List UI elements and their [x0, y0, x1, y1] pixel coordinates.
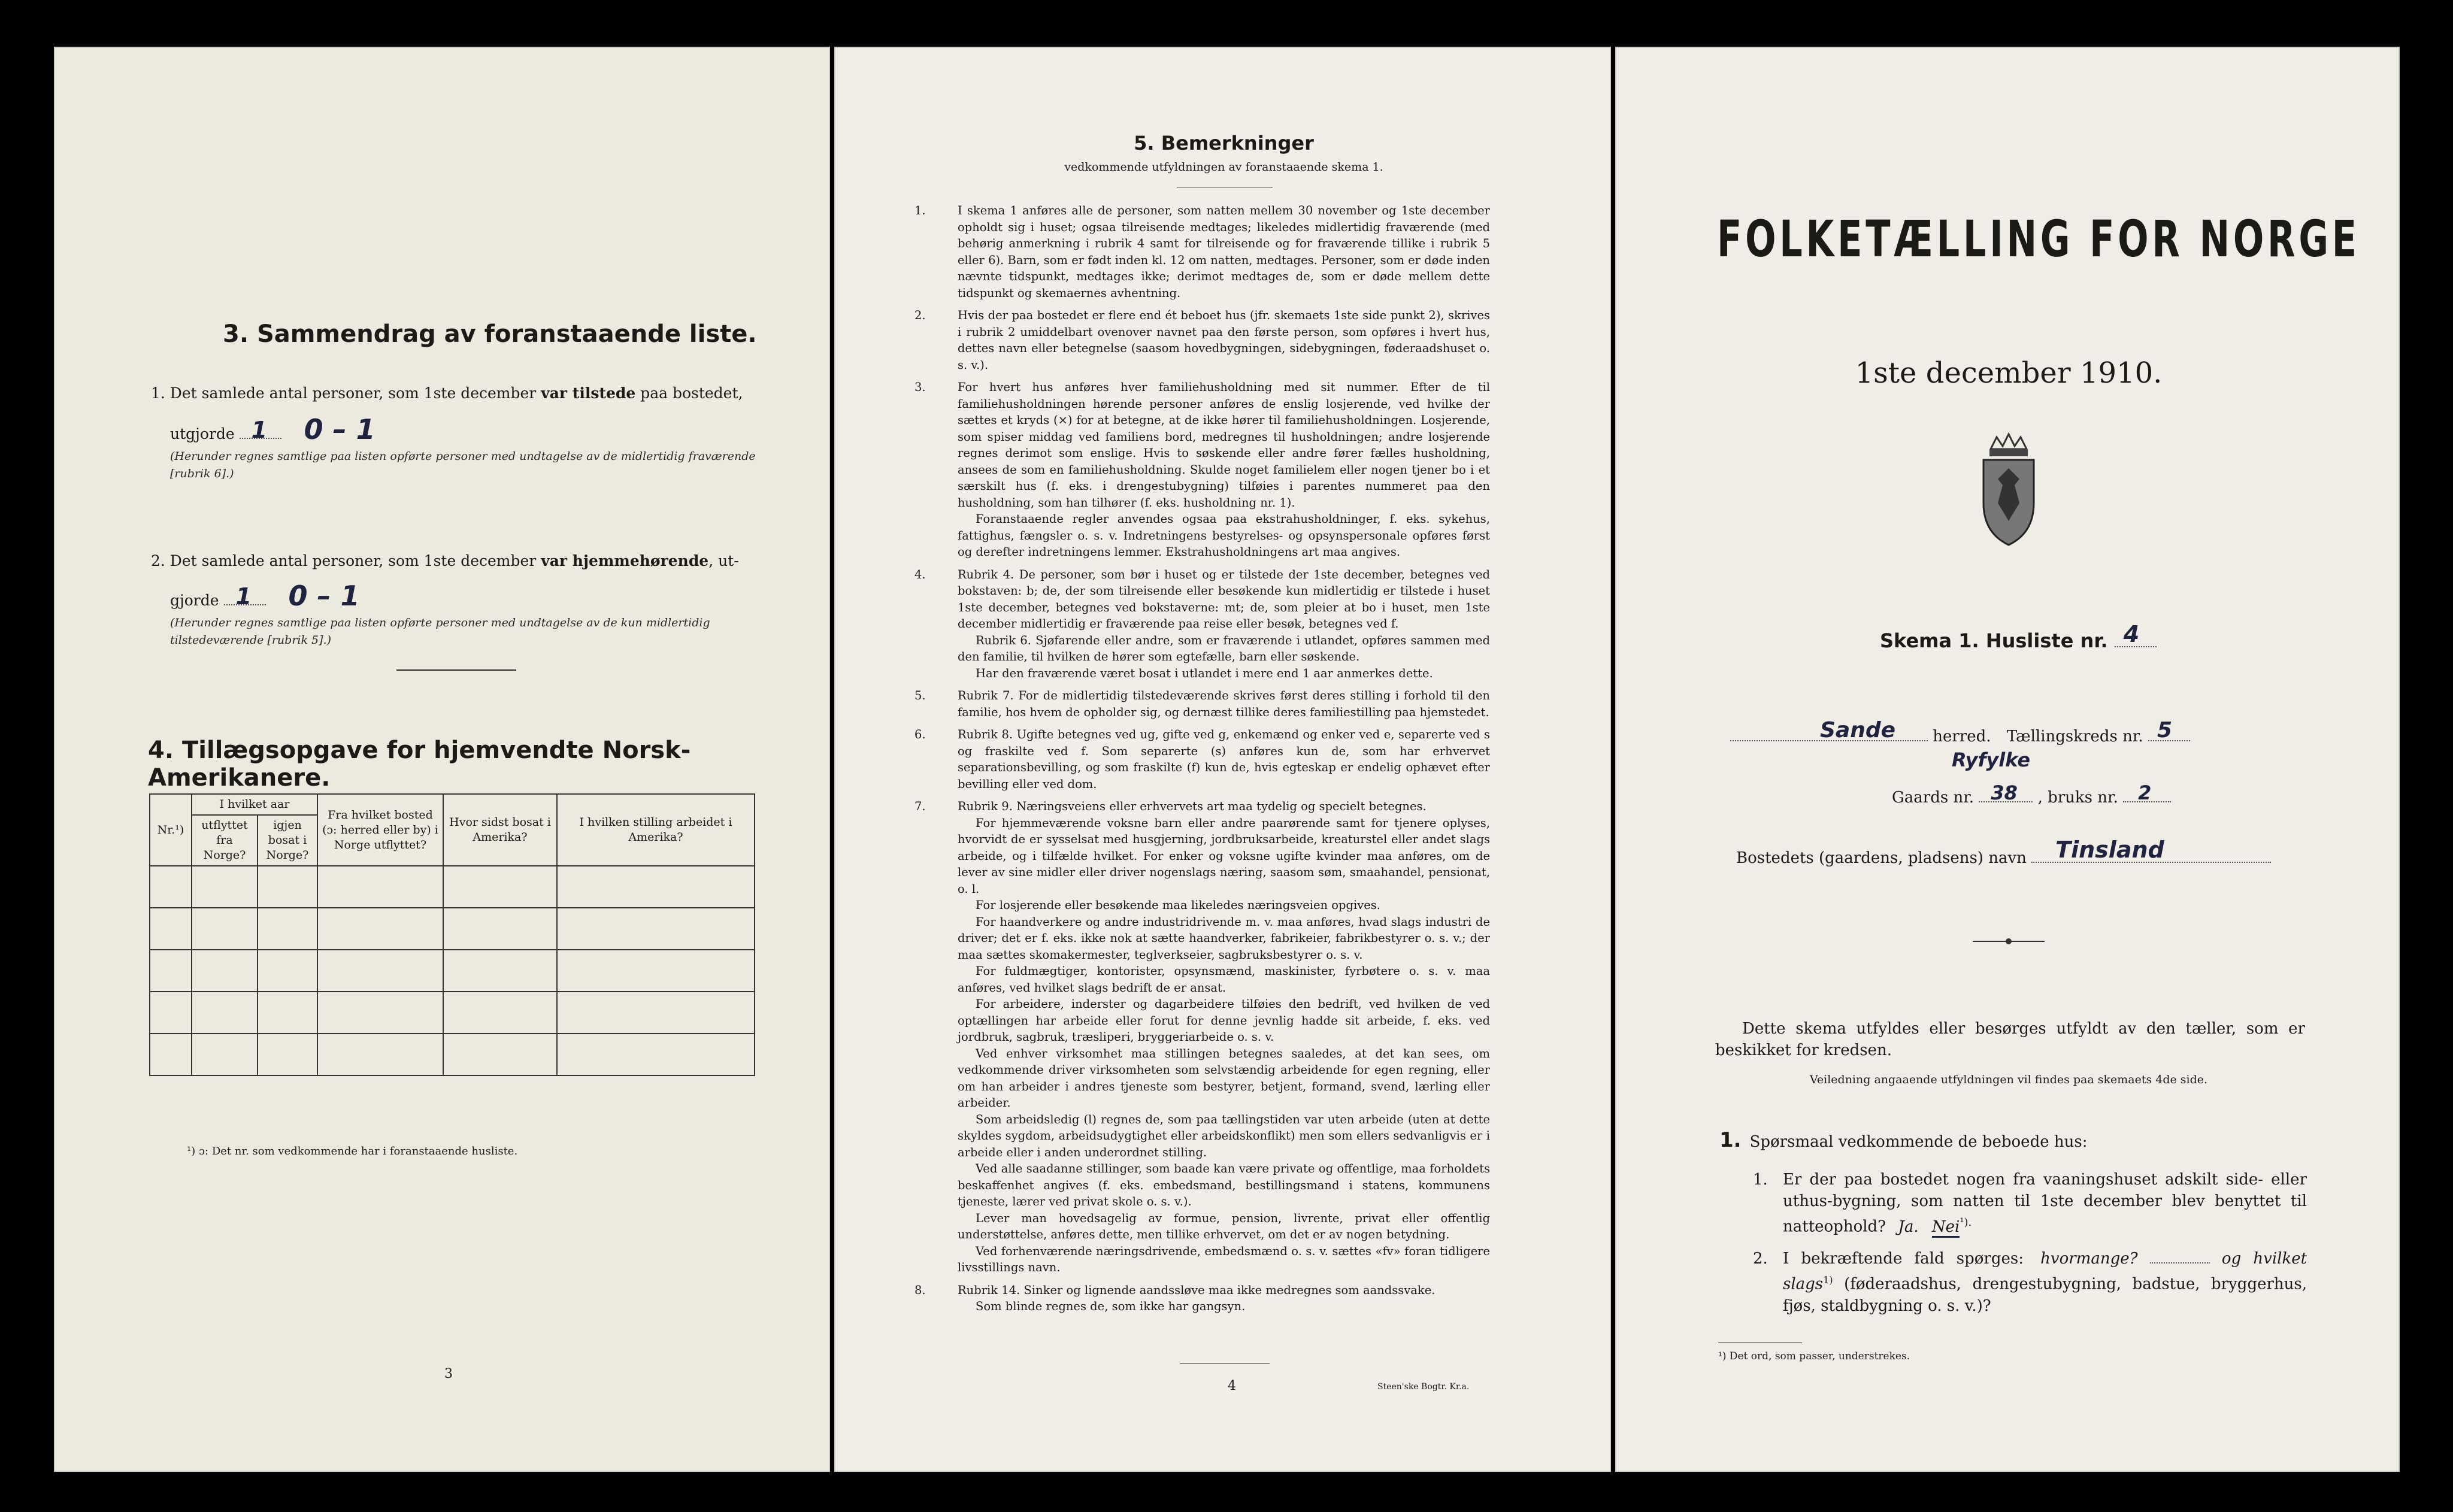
- handwritten-total: 0 – 1: [288, 580, 360, 612]
- page-number: 4: [1228, 1378, 1236, 1393]
- gaards-line: Gaards nr. 38 , bruks nr. 2: [1892, 787, 2171, 808]
- handwritten-herred: Sande: [1820, 718, 1896, 743]
- remark-paragraph: 5. Rubrik 7. For de midlertidig tilstedeværende skrives først deres stilling i forhold til den familie, hos hvem de opholder sig, og dernæst tillike deres familiestilling paa hjemstedet.: [914, 689, 1490, 719]
- norsk-amerikanere-table: [149, 793, 755, 1076]
- table-row: [150, 1034, 755, 1075]
- herred-line: Sande herred. Tællingskreds nr. 5: [1730, 726, 2305, 747]
- remark-paragraph: 1. I skema 1 anføres alle de personer, som natten mellem 30 november og 1ste december opholdt sig i huset; ogsaa tilreisende medtages; likeledes midlertidig fraværende (med behørig anmerkning i rubrik 4 samt for tilreisende og for fraværende tillike i rubrik 5 eller 6). Barn, som er født inden kl. 12 om natten, medtages. Personer, som er døde inden nævnte tidspunkt, medtages ikke; derimot medtages de, som er døde mellem dette tidspunkt og skemaernes avhentning.: [914, 204, 1490, 300]
- remark-paragraph: For fuldmægtiger, kontorister, opsynsmænd, maskinister, fyrbøtere o. s. v. maa anføres, ved hvilket slags bedrift de er ansat.: [958, 964, 1490, 995]
- remark-paragraph: Lever man hovedsagelig av formue, pension, livrente, privat eller offentlig understøttelse, anføres dette, men tillike erhvervet, om det er av nogen betydning.: [958, 1211, 1490, 1241]
- summary-item-2-note: (Herunder regnes samtlige paa listen opførte personer med undtagelse av de kun midlertidig tilstedeværende [rubrik 5].): [170, 616, 710, 647]
- ornament-divider-icon: [1973, 935, 2045, 947]
- remark-paragraph: For losjerende eller besøkende maa likeledes næringsveien opgives.: [976, 898, 1380, 912]
- remark-paragraph: Som blinde regnes de, som ikke har gangsyn.: [976, 1299, 1246, 1313]
- document-title: FOLKETÆLLING FOR NORGE: [1717, 210, 2360, 268]
- col-group-year: I hvilket aar: [192, 794, 317, 815]
- col-from-place: Fra hvilket bosted (ɔ: herred eller by) i Norge utflyttet?: [317, 794, 443, 866]
- remark-paragraph: 3. For hvert hus anføres hver familiehusholdning med sit nummer. Efter de til familiehusholdningen hørende personer anføres de enslig losjerende, ved hvilke der sættes et kryds (×) for at betegne, at de ikke hører til familiehusholdningen. Losjerende, som spiser middag ved familiens bord, medregnes til husholdningen; andre losjerende regnes derimot som enslige. Hvis to søskende eller andre fører fælles husholdning, ansees de som en familiehusholdning. Skulde noget familielem eller nogen tjener bo i et særskilt hus (f. eks. i drengestubygning) tilføies i parentes nummeret paa den husholdning, som han tilhører (f. eks. husholdning nr. 1).: [914, 380, 1490, 510]
- right-footnote: ¹) Det ord, som passer, understrekes.: [1718, 1350, 1910, 1362]
- col-emigrated: utflyttet fra Norge?: [192, 815, 258, 866]
- summary-item-2: 2. Det samlede antal personer, som 1ste december var hjemmehørende, ut-: [151, 552, 739, 569]
- remark-paragraph: 7. Rubrik 9. Næringsveiens eller erhvervets art maa tydelig og specielt betegnes.: [914, 799, 1427, 813]
- page-middle: [834, 47, 1611, 1472]
- remark-paragraph: 6. Rubrik 8. Ugifte betegnes ved ug, gifte ved g, enkemænd og enker ved e, separerte ved s og fraskilte ved f. Som separerte (s) anføres kun de, som har erhvervet separationsbevilling, og som fraskilte (f) kun de, hvis egteskap er endelig ophævet efter bevilling eller ved dom.: [914, 728, 1490, 791]
- table-row: [150, 866, 755, 908]
- intro-text: Dette skema utfyldes eller besørges utfyldt av den tæller, som er beskikket for kredsen.: [1715, 1020, 2305, 1059]
- handwritten-count: 1: [235, 583, 252, 610]
- table-footnote: ¹) ɔ: Det nr. som vedkommende har i foranstaaende husliste.: [187, 1145, 518, 1158]
- section-3-title: 3. Sammendrag av foranstaaende liste.: [223, 320, 757, 348]
- handwritten-kreds-nr: 5: [2157, 718, 2172, 743]
- questions-heading: 1. Spørsmaal vedkommende de beboede hus:: [1719, 1128, 2088, 1152]
- skema-line: Skema 1. Husliste nr. 4: [1880, 630, 2157, 652]
- remarks-list: [914, 202, 1490, 1315]
- table-row: [150, 992, 755, 1034]
- remark-paragraph: Ved alle saadanne stillinger, som baade kan være private og offentlige, maa forholdets beskaffenhet angives (f. eks. embedsmand, bestillingsmand i statens, kommunens tjeneste, lærer ved privat skole o. s. v.).: [958, 1162, 1490, 1208]
- remark-paragraph: Foranstaaende regler anvendes ogsaa paa ekstrahusholdninger, f. eks. sykehus, fattighus, fængsler o. s. v. Indretningens bestyrelses- og opsynspersonale opføres først og derefter indretningens lemmer. Ekstrahusholdningens art maa angives.: [958, 512, 1490, 559]
- question-2: I bekræftende fald spørges: hvormange? og hvilket slags$^{1)}$ (føderaadshus, drengestubygning, badstue, bryggerhus, fjøs, staldbygning o. s. v.)?: [1783, 1250, 2307, 1315]
- handwritten-total: 0 – 1: [304, 413, 375, 446]
- section-4-title: 4. Tillægsopgave for hjemvendte Norsk-Amerikanere.: [148, 737, 691, 792]
- col-nr: Nr.¹): [150, 794, 192, 866]
- remark-paragraph: 4. Rubrik 4. De personer, som bør i huset og er tilstede der 1ste december, betegnes ved bokstaven: b; de, der som tilreisende eller besøkende kun midlertidig er tilstede i huset 1ste december, betegnes ved bokstaverne: mt; de, som pleier at bo i huset, men 1ste december midlertidig er fraværende paa reise eller besøk, betegnes ved f.: [914, 567, 1490, 631]
- table-row: [150, 908, 755, 950]
- col-occupation: I hvilken stilling arbeidet i Amerika?: [557, 794, 755, 866]
- remark-paragraph: For arbeidere, inderster og dagarbeidere tilføies den bedrift, ved hvilken de ved optællingen har arbeide eller forut for denne jevnlig hadde sit arbeide, f. eks. ved jordbruk, sagbruk, træsliperi, bryggeriarbeide o. s. v.: [958, 997, 1490, 1044]
- handwritten-region: Ryfylke: [1952, 749, 2031, 771]
- question-1: Er der paa bostedet nogen fra vaaningshuset adskilt side- eller uthus-bygning, som natten til 1ste december blev benyttet til natteophold? Ja. Nei$^{^1).}$: [1783, 1169, 2307, 1238]
- summary-item-1-value-line: utgjorde 1 0 – 1: [170, 413, 375, 446]
- page-left: [54, 47, 830, 1472]
- summary-item-2-value-line: gjorde 1 0 – 1: [170, 580, 360, 612]
- col-returned: igjen bosat i Norge?: [258, 815, 317, 866]
- remark-paragraph: For hjemmeværende voksne barn eller andre paarørende samt for tjenere oplyses, hvorvidt de er sysselsat med husgjerning, jordbruksarbeide, kreaturstel eller andet slags arbeide, og i tilfælde hvilket. For enker og voksne ugifte kvinder maa anføres, om de lever av sine midler eller driver nogenslags næring, saasom søm, smaahandel, pensionat, o. l.: [958, 816, 1490, 896]
- remarks-subtitle: vedkommende utfyldningen av foranstaaende skema 1.: [1064, 160, 1383, 174]
- handwritten-count: 1: [251, 417, 268, 443]
- remark-paragraph: Rubrik 6. Sjøfarende eller andre, som er fraværende i utlandet, opføres sammen med den familie, til hvilken de hører som egtefælle, barn eller søskende.: [958, 633, 1490, 663]
- bosted-line: Bostedets (gaardens, pladsens) navn Tinsland: [1736, 847, 2311, 869]
- handwritten-gaards-nr: 38: [1991, 781, 2018, 804]
- coat-of-arms-icon: [1973, 431, 2045, 548]
- page-right: FOLKETÆLLING FOR NORGE 1ste december 1910. Skema 1. Husliste nr. 4 Sande herred. Tællingskreds nr. 5 Ryfylke Gaards nr. 38 , bruks nr. 2 Bostedets (gaardens, pladsens) navn Tinsland Dette skema utfyldes eller besørges utfyldt av den tæller, som er beskikket for kredsen. Veiledning angaaende utfyldningen vil findes paa skemaets 4de side. 1. Spørsmaal vedkommende de beboede hus: 1. Er der paa bostedet nogen fra vaaningshuset adskilt side- eller uthus-bygning, som natten til 1ste december blev benyttet til natteophold? Ja. Nei$^{^1).}$ 2. I bekræftende fald spørges: hvormange? og hvilket slags$^{1)}$ (føderaadshus, drengestubygning, badstue, bryggerhus, fjøs, staldbygning o. s. v.)? ¹) Det ord, som passer, understrekes.: [1615, 47, 2400, 1472]
- page-number: 3: [444, 1366, 453, 1381]
- handwritten-husliste-nr: 4: [2123, 621, 2140, 647]
- remark-paragraph: Har den fraværende været bosat i utlandet i mere end 1 aar anmerkes dette.: [976, 666, 1433, 680]
- answer-nei-underlined: Nei: [1932, 1218, 1960, 1238]
- col-last-residence: Hvor sidst bosat i Amerika?: [443, 794, 557, 866]
- remark-paragraph: Ved forhenværende næringsdrivende, embedsmænd o. s. v. sættes «fv» foran tidligere livsstillings navn.: [958, 1244, 1490, 1274]
- table-row: [150, 950, 755, 992]
- remark-paragraph: For haandverkere og andre industridrivende m. v. maa anføres, hvad slags industri de driver; det er f. eks. ikke nok at sætte haandverker, fabrikeier, fabrikbestyrer o. s. v.; der maa sættes skomakermester, teglverkseier, sagbruksbestyrer o. s. v.: [958, 914, 1490, 962]
- remark-paragraph: Ved enhver virksomhet maa stillingen betegnes saaledes, at det kan sees, om vedkommende driver virksomheten som selvstændig arbeidende for egen regning, eller om han arbeider i andres tjeneste som bestyrer, betjent, formand, svend, lærling eller arbeider.: [958, 1046, 1490, 1110]
- intro-small: Veiledning angaaende utfyldningen vil findes paa skemaets 4de side.: [1809, 1073, 2208, 1086]
- handwritten-bosted: Tinsland: [2055, 837, 2164, 863]
- remark-paragraph: Som arbeidsledig (l) regnes de, som paa tællingstiden var uten arbeide (uten at dette skyldes sygdom, arbeidsudygtighet eller arbeidskonflikt) men som ellers sedvanligvis er i arbeide eller i anden underordnet stilling.: [958, 1112, 1490, 1159]
- summary-item-1: 1. Det samlede antal personer, som 1ste december var tilstede paa bostedet,: [151, 384, 743, 402]
- remarks-title: 5. Bemerkninger: [1134, 132, 1314, 154]
- remark-paragraph: 2. Hvis der paa bostedet er flere end ét beboet hus (jfr. skemaets 1ste side punkt 2), skrives i rubrik 2 umiddelbart ovenover navnet paa den første person, som opføres i hvert hus, dettes navn eller betegnelse (saasom hovedbygningen, sidebygningen, føderaadshuset o. s. v.).: [914, 308, 1490, 372]
- printer-mark: Steen'ske Bogtr. Kr.a.: [1377, 1382, 1470, 1392]
- handwritten-bruks-nr: 2: [2138, 781, 2152, 804]
- summary-item-1-note: (Herunder regnes samtlige paa listen opførte personer med undtagelse av de midlertidig fraværende [rubrik 6].): [170, 450, 756, 480]
- remark-paragraph: 8. Rubrik 14. Sinker og lignende aandssløve maa ikke medregnes som aandssvake.: [914, 1283, 1436, 1297]
- divider: [396, 669, 516, 671]
- census-date: 1ste december 1910.: [1855, 356, 2163, 390]
